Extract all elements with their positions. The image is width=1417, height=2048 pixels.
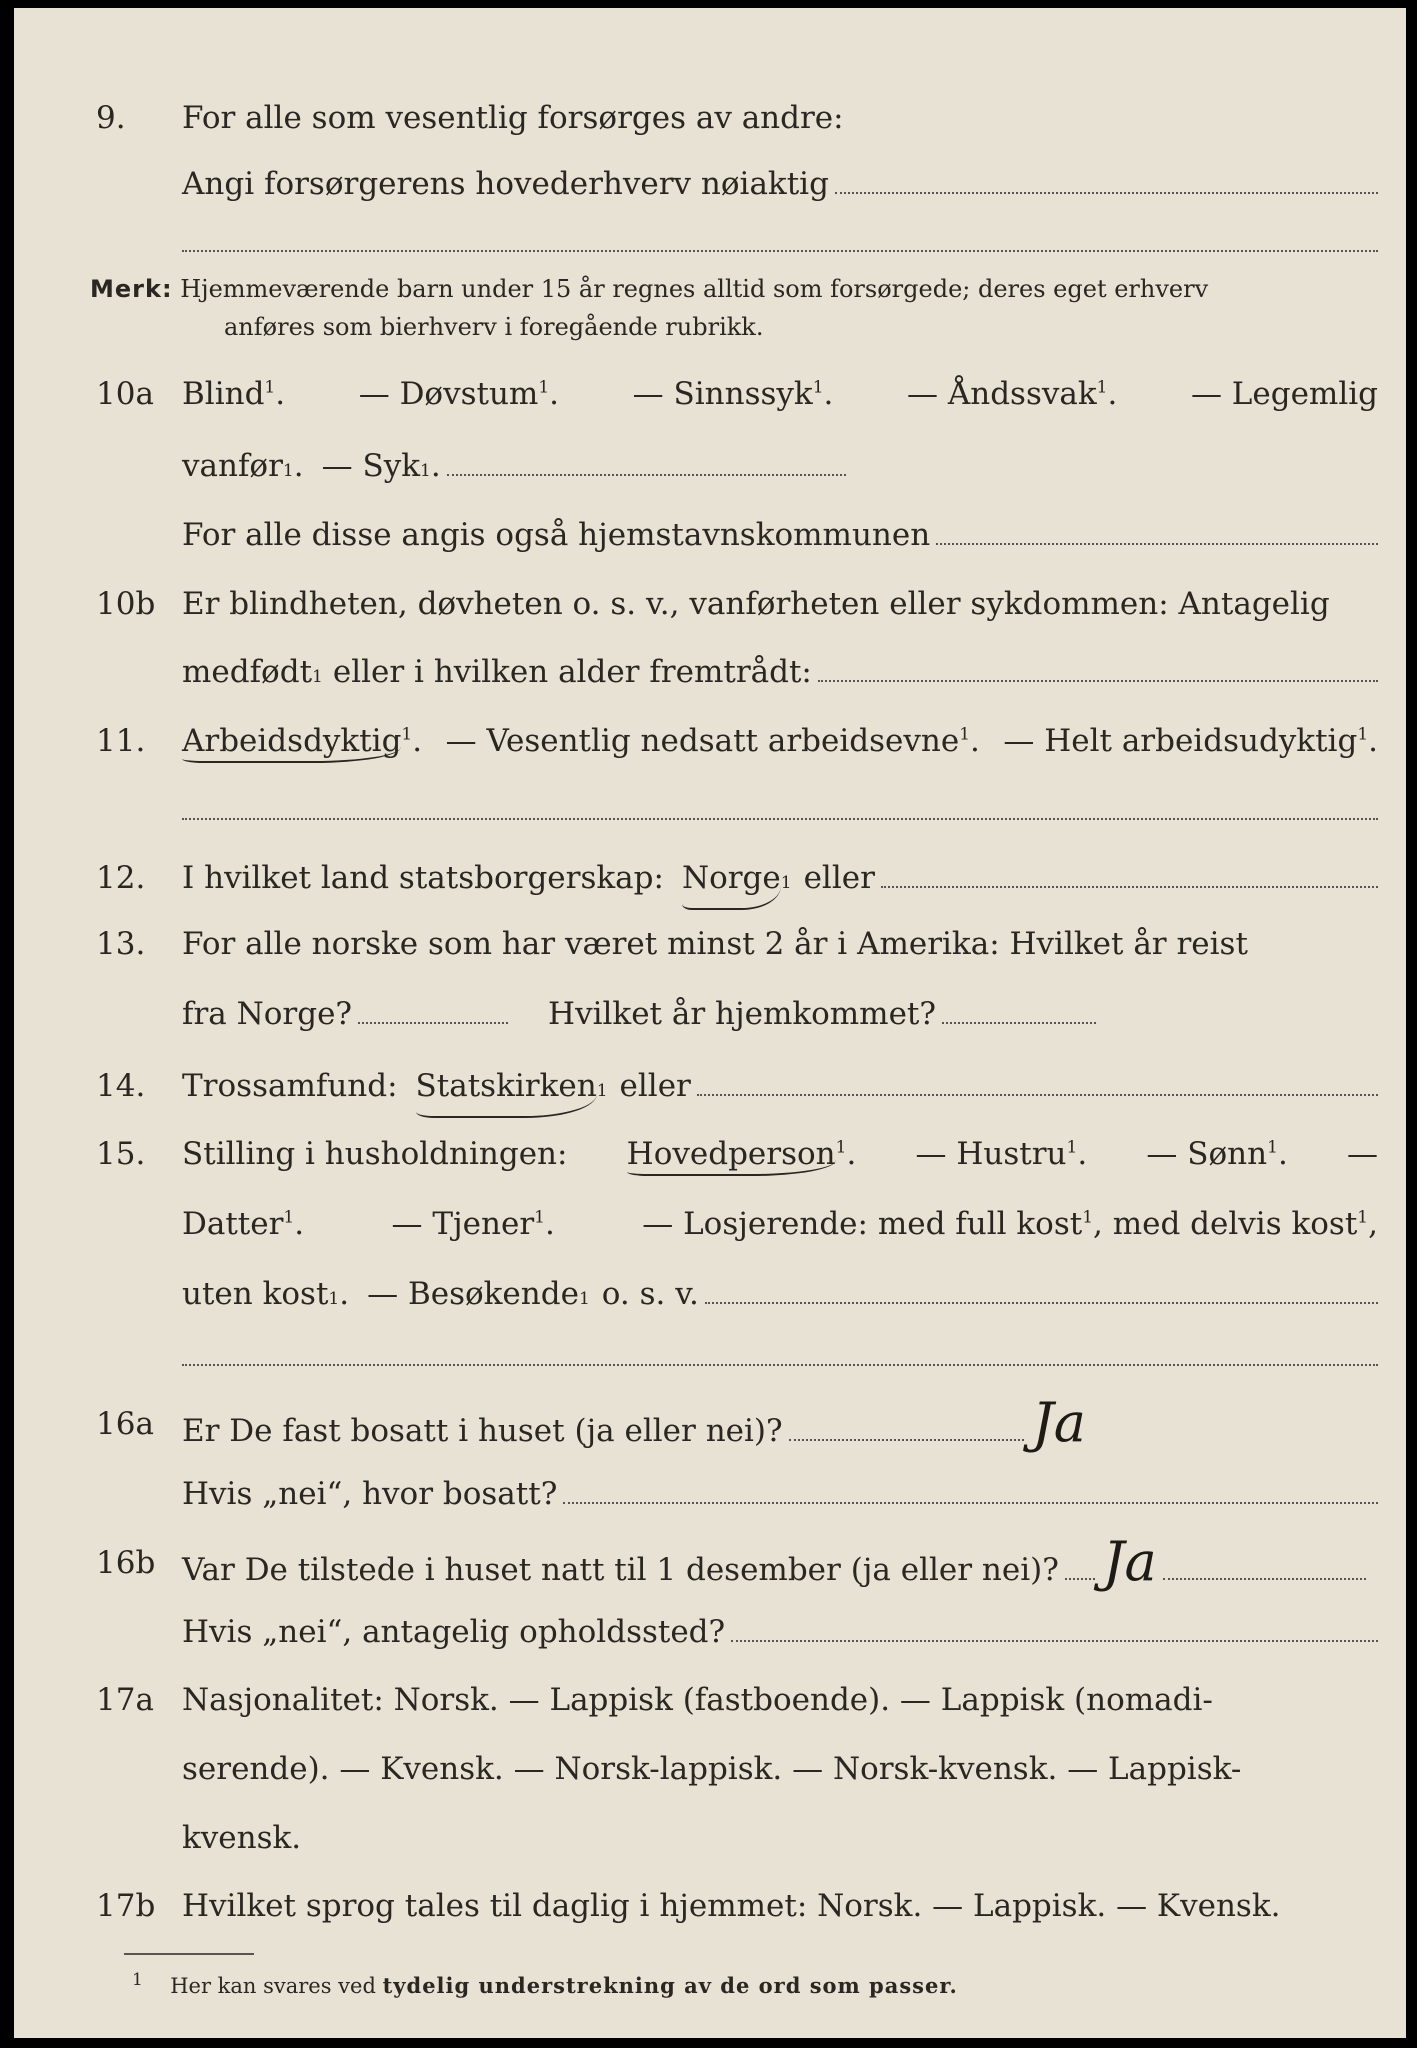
option-medfodt[interactable]: medfødt — [182, 654, 313, 690]
q14-label: Trossamfund: — [182, 1068, 398, 1104]
q16b-handwritten-answer: Ja — [1102, 1530, 1157, 1593]
option-blind[interactable]: Blind — [182, 376, 265, 412]
q13-line2 — [14, 986, 1406, 1042]
q10b-number: 10b — [96, 586, 156, 622]
q10a-hometown-label: For alle disse angis også hjemstavnskommunen — [182, 517, 931, 553]
option-legemlig[interactable]: — Legemlig — [1190, 376, 1378, 412]
footnote — [132, 1970, 958, 1998]
q15-line1: 15. Stilling i husholdningen: Hovedperson$^1$. — Hustru$^1$. — Sønn$^1$. — — [14, 1126, 1406, 1182]
q15-other-field[interactable] — [705, 1302, 1378, 1304]
q12-line1: 12. I hvilket land statsborgerskap: Norge 1 eller — [14, 850, 1406, 906]
option-delvis-kost[interactable]: , med delvis kost — [1093, 1206, 1358, 1242]
q9-number: 9. — [96, 100, 126, 136]
q10a-line2: vanfør 1 . — Syk 1 . — [14, 438, 1406, 494]
option-syk[interactable]: — Syk — [321, 448, 420, 484]
merk-line1: Hjemmeværende barn under 15 år regnes alltid som forsørgede; deres eget erhverv — [180, 275, 1209, 303]
q16b-number: 16b — [96, 1545, 156, 1581]
option-arbeidsdyktig[interactable]: Arbeidsdyktig — [182, 723, 401, 763]
option-datter[interactable]: Datter — [182, 1206, 284, 1242]
q12-country-field[interactable] — [881, 886, 1378, 888]
q16a-answer-field[interactable] — [789, 1439, 1025, 1441]
q16a-number: 16a — [96, 1406, 154, 1442]
q15-extra-field[interactable] — [182, 1364, 1378, 1366]
q16a-handwritten-answer: Ja — [1032, 1391, 1086, 1454]
q17a-text-2: serende). — Kvensk. — Norsk-lappisk. — Norsk-kvensk. — Lappisk- — [182, 1751, 1242, 1787]
q14-faith-field[interactable] — [697, 1094, 1378, 1096]
q15-line2: Datter$^1$. — Tjener$^1$. — Losjerende: med full kost$^1$, med delvis kost$^1$, — [182, 1206, 1378, 1242]
q10a-line1: 10a Blind$^1$. — Døvstum$^1$. — Sinnssyk$^1$. — Åndssvak$^1$. — Legemlig — [14, 366, 1406, 422]
q10b-line2: medfødt 1 eller i hvilken alder fremtrådt: — [14, 644, 1406, 700]
q15-line3: uten kost 1 . — Besøkende 1 o. s. v. — [14, 1266, 1406, 1322]
merk-line2: anføres som bierhverv i foregående rubrikk. — [224, 313, 764, 341]
q9-provider-label: Angi forsørgerens hovederhverv nøiaktig — [182, 166, 829, 202]
q11-extra-field[interactable] — [182, 818, 1378, 820]
q16b-answer-field-rest[interactable] — [1163, 1578, 1366, 1580]
q12-number: 12. — [96, 860, 146, 896]
option-uten-kost[interactable]: uten kost — [182, 1276, 329, 1312]
option-andssvak[interactable]: — Åndssvak — [907, 376, 1097, 412]
option-full-kost[interactable]: — Losjerende: med full kost — [642, 1206, 1083, 1242]
option-tjener[interactable]: — Tjener — [391, 1206, 535, 1242]
merk-note — [90, 270, 1390, 346]
option-hovedperson[interactable]: Hovedperson — [627, 1136, 836, 1176]
q17a-text-1: Nasjonalitet: Norsk. — Lappisk (fastboende). — Lappisk (nomadi- — [182, 1682, 1213, 1718]
q13-left-label: fra Norge? — [182, 996, 353, 1032]
footnote-text-a: Her kan svares ved — [170, 1974, 376, 1998]
q15-osv: o. s. v. — [601, 1276, 699, 1312]
census-form-page — [14, 8, 1406, 2038]
q9-provider-field[interactable] — [835, 192, 1378, 194]
q17b-number: 17b — [96, 1888, 156, 1924]
q17b-text: Hvilket sprog tales til daglig i hjemmet: Norsk. — Lappisk. — Kvensk. — [182, 1888, 1281, 1924]
footnote-text-b: tydelig understrekning av de ord som passer. — [382, 1973, 958, 1998]
q10b-line1 — [14, 576, 1406, 632]
q9-text: For alle som vesentlig forsørges av andre: — [182, 100, 844, 136]
q13-left-field[interactable] — [358, 1022, 508, 1024]
q10a-number: 10a — [96, 376, 154, 412]
q12-eller: eller — [803, 860, 875, 896]
q14-line1: 14. Trossamfund: Statskirken 1 eller — [14, 1058, 1406, 1114]
option-dovstum[interactable]: — Døvstum — [358, 376, 539, 412]
q10b-age-field[interactable] — [818, 680, 1378, 682]
q10b-text: Er blindheten, døvheten o. s. v., vanførheten eller sykdommen: Antagelig — [182, 586, 1330, 622]
q9-line2 — [14, 156, 1406, 212]
q11-line1: 11. Arbeidsdyktig$^1$. — Vesentlig nedsatt arbeidsevne$^1$. — Helt arbeidsudyktig$^1$. — [14, 713, 1406, 769]
q16b-stay-label: Hvis „nei“, antagelig opholdssted? — [182, 1614, 726, 1650]
option-hustru[interactable]: — Hustru — [915, 1136, 1067, 1172]
q16a-where-field[interactable] — [563, 1502, 1378, 1504]
q15-dash: — — [1347, 1136, 1378, 1172]
q17a-line3 — [14, 1810, 1406, 1866]
option-statskirken[interactable]: Statskirken — [416, 1058, 597, 1118]
option-udyktig[interactable]: — Helt arbeidsudyktig — [1003, 723, 1358, 759]
merk-label: Merk: — [90, 275, 173, 303]
q12-label: I hvilket land statsborgerskap: — [182, 860, 664, 896]
q14-number: 14. — [96, 1068, 146, 1104]
q17a-line1 — [14, 1672, 1406, 1728]
footnote-rule — [124, 1953, 254, 1955]
option-vanfor[interactable]: vanfør — [182, 448, 283, 484]
q13-number: 13. — [96, 926, 146, 962]
q13-returned-field[interactable] — [942, 1022, 1096, 1024]
q16a-where-label: Hvis „nei“, hvor bosatt? — [182, 1476, 558, 1512]
q17b-line1 — [14, 1878, 1406, 1934]
q16a-label: Er De fast bosatt i huset (ja eller nei)? — [182, 1413, 783, 1449]
option-sinnssyk[interactable]: — Sinnssyk — [632, 376, 813, 412]
q10a-hometown-field[interactable] — [936, 543, 1378, 545]
q9-extra-field[interactable] — [182, 250, 1378, 252]
q13-line1 — [14, 916, 1406, 972]
q11-number: 11. — [96, 723, 146, 759]
q17a-text-3: kvensk. — [182, 1820, 302, 1856]
option-norge[interactable]: Norge — [682, 850, 781, 910]
q13-returned-label: Hvilket år hjemkommet? — [548, 996, 937, 1032]
option-sonn[interactable]: — Sønn — [1146, 1136, 1268, 1172]
footnote-mark: 1 — [132, 1970, 143, 1990]
q15-label: Stilling i husholdningen: — [182, 1136, 568, 1172]
q17a-line2 — [14, 1741, 1406, 1797]
q10a-syk-field[interactable] — [447, 474, 846, 476]
q13-text: For alle norske som har været minst 2 år i Amerika: Hvilket år reist — [182, 926, 1248, 962]
q15-number: 15. — [96, 1136, 146, 1172]
q16b-stay-field[interactable] — [731, 1640, 1378, 1642]
q17a-number: 17a — [96, 1682, 154, 1718]
q16b-line2 — [14, 1604, 1406, 1660]
q14-eller: eller — [619, 1068, 691, 1104]
option-nedsatt[interactable]: — Vesentlig nedsatt arbeidsevne — [445, 723, 960, 759]
q10a-line3 — [14, 507, 1406, 563]
q9-line1 — [14, 90, 1406, 146]
q16b-line1 — [14, 1530, 1406, 1593]
q16a-line2 — [14, 1466, 1406, 1522]
option-besokende[interactable]: — Besøkende — [367, 1276, 579, 1312]
q10b-age-label: eller i hvilken alder fremtrådt: — [332, 654, 812, 690]
q16b-label: Var De tilstede i huset natt til 1 desember (ja eller nei)? — [182, 1552, 1059, 1588]
q16b-answer-field[interactable] — [1065, 1578, 1095, 1580]
q16a-line1 — [14, 1391, 1406, 1454]
